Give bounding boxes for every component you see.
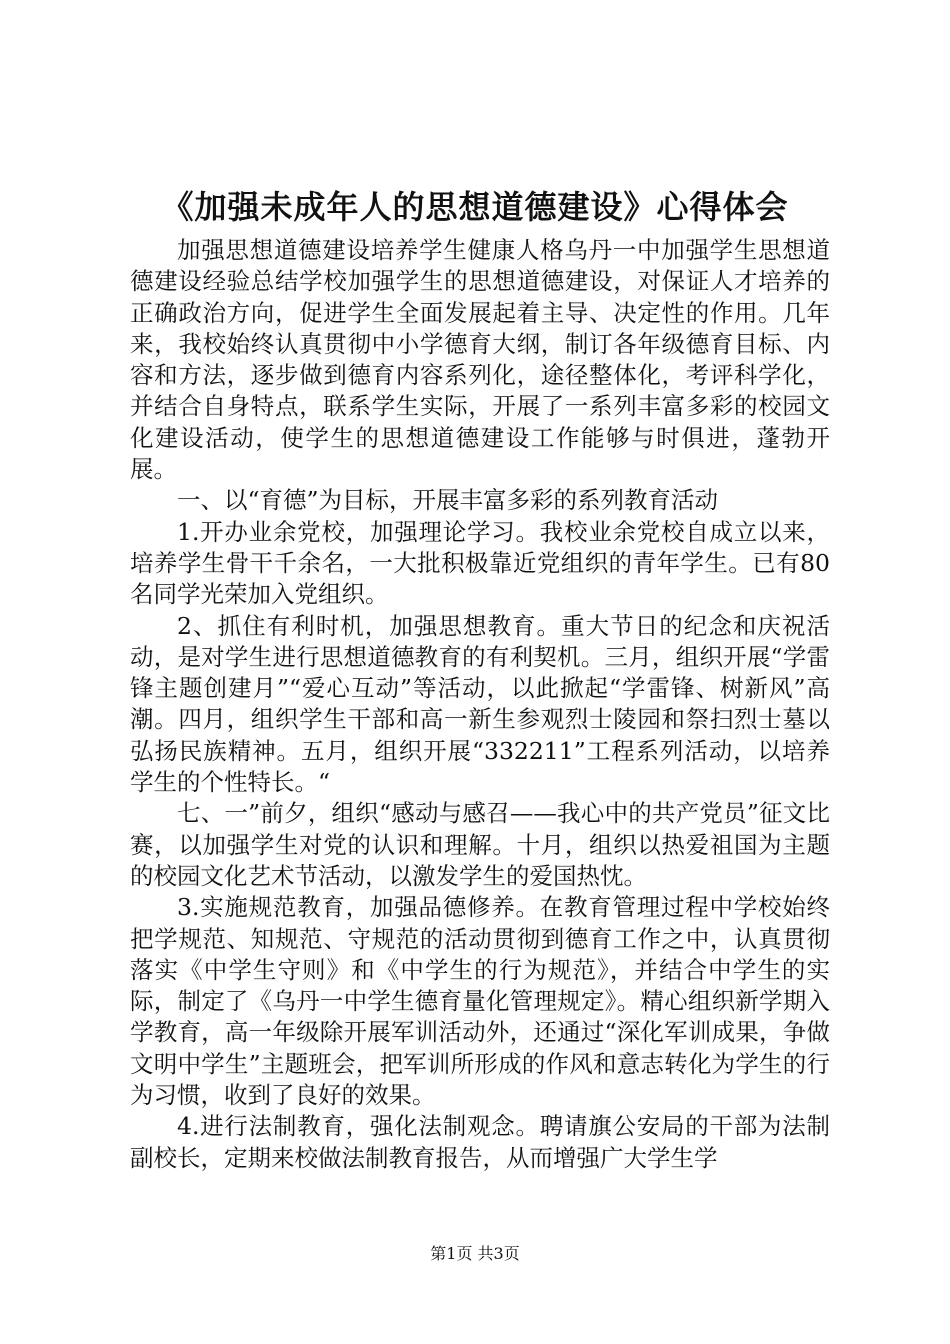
paragraph-item-3: 3.实施规范教育，加强品德修养。在教育管理过程中学校始终把学规范、知规范、守规范的活动贯彻到德育工作之中，认真贯彻落实《中学生守则》和《中学生的行为规范》，并结合中学生的实际，制定了《乌丹一中学生德育量化管理规定》。精心组织新学期入学教育，高一年级除开展军训活动外，还通过“深化军训成果，争做文明中学生”主题班会，把军训所形成的作风和意志转化为学生的行为习惯，收到了良好的效果。	[130, 893, 830, 1110]
section-heading: 一、以“育德”为目标，开展丰富多彩的系列教育活动	[177, 486, 719, 515]
paragraph-item-1: 1.开办业余党校，加强理论学习。我校业余党校自成立以来，培养学生骨干千余名，一大批积极靠近党组织的青年学生。已有80名同学光荣加入党组织。	[130, 517, 830, 609]
paragraph-item-4: 4.进行法制教育，强化法制观念。聘请旗公安局的干部为法制副校长，定期来校做法制教育报告，从而增强广大学生学	[130, 1112, 830, 1172]
paragraph-intro: 加强思想道德建设培养学生健康人格乌丹一中加强学生思想道德建设经验总结学校加强学生的思想道德建设，对保证人才培养的正确政治方向，促进学生全面发展起着主导、决定性的作用。几年来，我校始终认真贯彻中小学德育大纲，制订各年级德育目标、内容和方法，逐步做到德育内容系列化，途径整体化，考评科学化，并结合自身特点，联系学生实际，开展了一系列丰富多彩的校园文化建设活动，使学生的思想道德建设工作能够与时俱进，蓬勃开展。	[130, 236, 830, 484]
paragraph-july-first: 七、一”前夕，组织“感动与感召——我心中的共产党员”征文比赛，以加强学生对党的认识和理解。十月，组织以热爱祖国为主题的校园文化艺术节活动，以激发学生的爱国热忱。	[130, 799, 830, 890]
paragraph-item-2: 2、抓住有利时机，加强思想教育。重大节日的纪念和庆祝活动，是对学生进行思想道德教育的有利契机。三月，组织开展“学雷锋主题创建月”“爱心互动”等活动，以此掀起“学雷锋、树新风”高潮。四月，组织学生干部和高一新生参观烈士陵园和祭扫烈士墓以弘扬民族精神。五月，组织开展“332211”工程系列活动，以培养学生的个性特长。“	[130, 611, 830, 797]
page-number: 第1页 共3页	[430, 1244, 520, 1263]
document-title: 《加强未成年人的思想道德建设》心得体会	[161, 188, 789, 226]
document-body	[130, 235, 830, 1174]
